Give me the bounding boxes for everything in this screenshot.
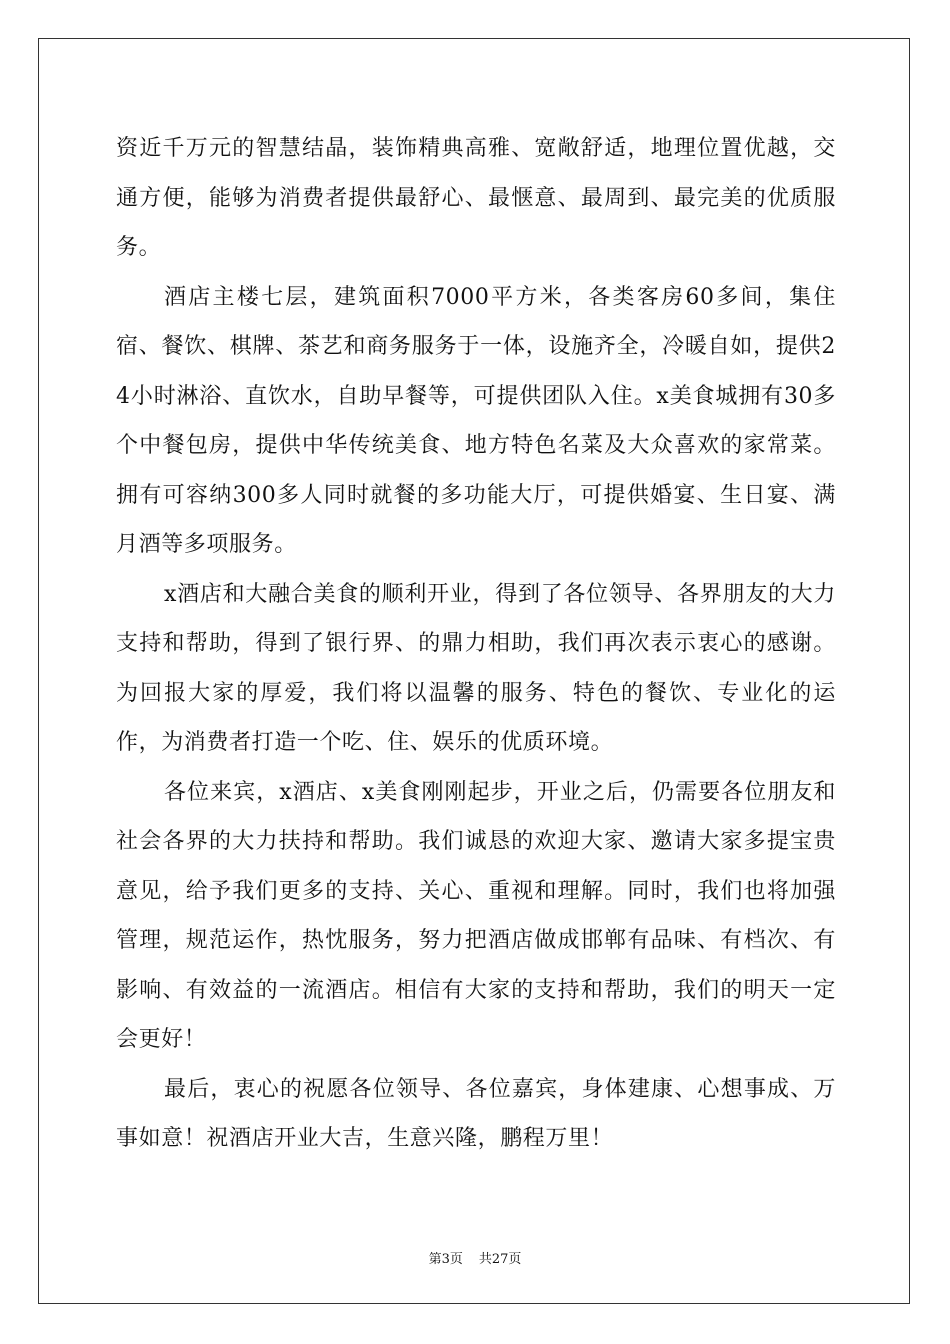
page-total: 共27页 — [478, 1252, 522, 1267]
paragraph-3: x酒店和大融合美食的顺利开业，得到了各位领导、各界朋友的大力支持和帮助，得到了银行界、的鼎力相助，我们再次表示衷心的感谢。为回报大家的厚爱，我们将以温馨的服务、特色的餐饮、专业化的运作，为消费者打造一个吃、住、娱乐的优质环境。 — [116, 581, 836, 755]
paragraph-4: 各位来宾，x酒店、x美食刚刚起步，开业之后，仍需要各位朋友和社会各界的大力扶持和帮助。我们诚恳的欢迎大家、邀请大家多提宝贵意见，给予我们更多的支持、关心、重视和理解。同时，我们也将加强管理，规范运作，热忱服务，努力把酒店做成邯郸有品味、有档次、有影响、有效益的一流酒店。相信有大家的支持和帮助，我们的明天一定会更好！ — [116, 779, 836, 1052]
page-number: 第3页 — [428, 1252, 463, 1267]
paragraph-5: 最后，衷心的祝愿各位领导、各位嘉宾，身体建康、心想事成、万事如意！祝酒店开业大吉，生意兴隆，鹏程万里！ — [116, 1076, 836, 1151]
document-body — [116, 124, 836, 1164]
page-footer — [0, 1248, 950, 1267]
paragraph-2: 酒店主楼七层，建筑面积7000平方米，各类客房60多间，集住宿、餐饮、棋牌、茶艺和商务服务于一体，设施齐全，冷暖自如，提供24小时淋浴、直饮水，自助早餐等，可提供团队入住。x美食城拥有30多个中餐包房，提供中华传统美食、地方特色名菜及大众喜欢的家常菜。拥有可容纳300多人同时就餐的多功能大厅，可提供婚宴、生日宴、满月酒等多项服务。 — [116, 284, 836, 557]
paragraph-1: 资近千万元的智慧结晶，装饰精典高雅、宽敞舒适，地理位置优越，交通方便，能够为消费者提供最舒心、最惬意、最周到、最完美的优质服务。 — [116, 136, 836, 260]
